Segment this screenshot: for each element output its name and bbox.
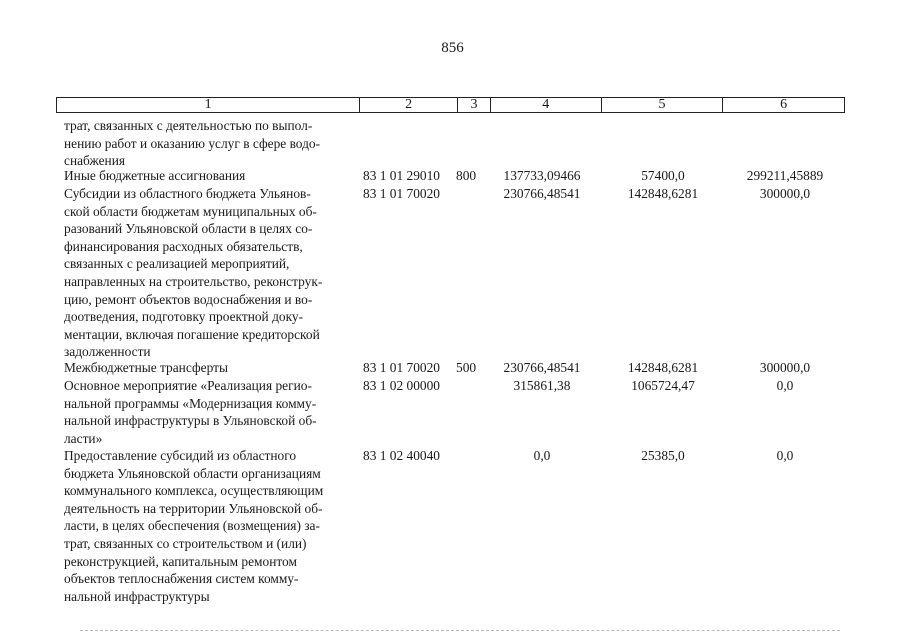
row-value-2019: 0,0 <box>533 448 551 463</box>
row-name <box>64 185 356 361</box>
page-number: 856 <box>441 40 464 56</box>
row-name-line: нальной программы «Модернизация комму- <box>64 395 317 411</box>
row-value-2021: 0,0 <box>776 378 794 393</box>
row-name-line: ментации, включая погашение кредиторской <box>64 326 320 342</box>
row-value-2021: 300000,0 <box>759 186 811 201</box>
row-value-2019: 230766,48541 <box>503 186 581 201</box>
row-name-line: трат, связанных с деятельностью по выпол- <box>64 118 313 133</box>
row-name-line: снабжения <box>64 153 126 169</box>
row-value-2020: 57400,0 <box>641 168 685 183</box>
row-name <box>64 117 356 170</box>
row-value-2020: 1065724,47 <box>631 378 695 393</box>
row-name-line: ской области бюджетам муниципальных об- <box>64 203 317 219</box>
row-name-line: коммунального комплекса, осуществляющим <box>64 483 324 499</box>
row-value-2019: 315861,38 <box>513 378 571 393</box>
row-name-line: бюджета Ульяновской области организациям <box>64 465 321 481</box>
row-name-line: ласти, в целях обеспечения (возмещения) за- <box>64 518 320 534</box>
row-name-line: задолженности <box>64 344 151 360</box>
row-name <box>64 447 356 605</box>
row-value-2021: 0,0 <box>776 448 794 463</box>
row-name-line: Иные бюджетные ассигнования <box>64 168 246 183</box>
row-name-line: ласти» <box>64 430 103 446</box>
row-name-line: Предоставление субсидий из областного <box>64 448 297 463</box>
row-name-line: нальной инфраструктуры <box>64 588 210 604</box>
row-name-line: реконструкцией, капитальным ремонтом <box>64 553 297 569</box>
row-value-2021: 300000,0 <box>759 360 811 375</box>
row-value-2020: 25385,0 <box>641 448 685 463</box>
row-value-2019: 230766,48541 <box>503 360 581 375</box>
row-code: 83 1 01 70020 <box>363 186 440 201</box>
row-name-line: Основное мероприятие «Реализация регио- <box>64 378 312 393</box>
row-name-line: цию, ремонт объектов водоснабжения и во- <box>64 291 313 307</box>
header-col-4: 4 <box>491 98 602 112</box>
row-value-2020: 142848,6281 <box>627 186 699 201</box>
row-code: 83 1 02 40040 <box>363 448 440 463</box>
row-type: 800 <box>456 168 477 183</box>
row-name-line: нальной инфраструктуры в Ульяновской об- <box>64 413 317 429</box>
row-code: 83 1 01 70020 <box>363 360 440 375</box>
row-name-line: связанных с реализацией мероприятий, <box>64 256 290 272</box>
row-name-line: деятельность на территории Ульяновской об- <box>64 500 323 516</box>
row-name-line: доотведения, подготовку проектной доку- <box>64 309 304 325</box>
row-type: 500 <box>456 360 477 375</box>
row-code: 83 1 02 00000 <box>363 378 440 393</box>
row-value-2020: 142848,6281 <box>627 360 699 375</box>
row-name-line: нению работ и оказанию услуг в сфере водо- <box>64 135 321 151</box>
row-value-2019: 137733,09466 <box>503 168 581 183</box>
row-code: 83 1 01 29010 <box>363 168 440 183</box>
row-name-line: Субсидии из областного бюджета Ульянов- <box>64 186 311 201</box>
header-col-5: 5 <box>602 98 724 112</box>
page-bottom-rule <box>80 630 840 631</box>
row-name-line: трат, связанных со строительством и (или) <box>64 535 307 551</box>
row-value-2021: 299211,45889 <box>746 168 824 183</box>
row-name-line: Межбюджетные трансферты <box>64 360 228 375</box>
header-col-6: 6 <box>780 97 788 112</box>
header-col-3: 3 <box>458 98 491 112</box>
row-name <box>64 359 356 377</box>
row-name-line: разований Ульяновской области в целях со- <box>64 221 313 237</box>
table-header <box>56 97 845 113</box>
row-name-line: финансирования расходных обязательств, <box>64 238 303 254</box>
row-name-line: объектов теплоснабжения систем комму- <box>64 571 299 587</box>
header-col-2: 2 <box>360 98 458 112</box>
row-name-line: направленных на строительство, реконструк- <box>64 273 323 289</box>
header-col-1: 1 <box>57 98 360 112</box>
row-name <box>64 167 356 185</box>
row-name <box>64 377 356 447</box>
